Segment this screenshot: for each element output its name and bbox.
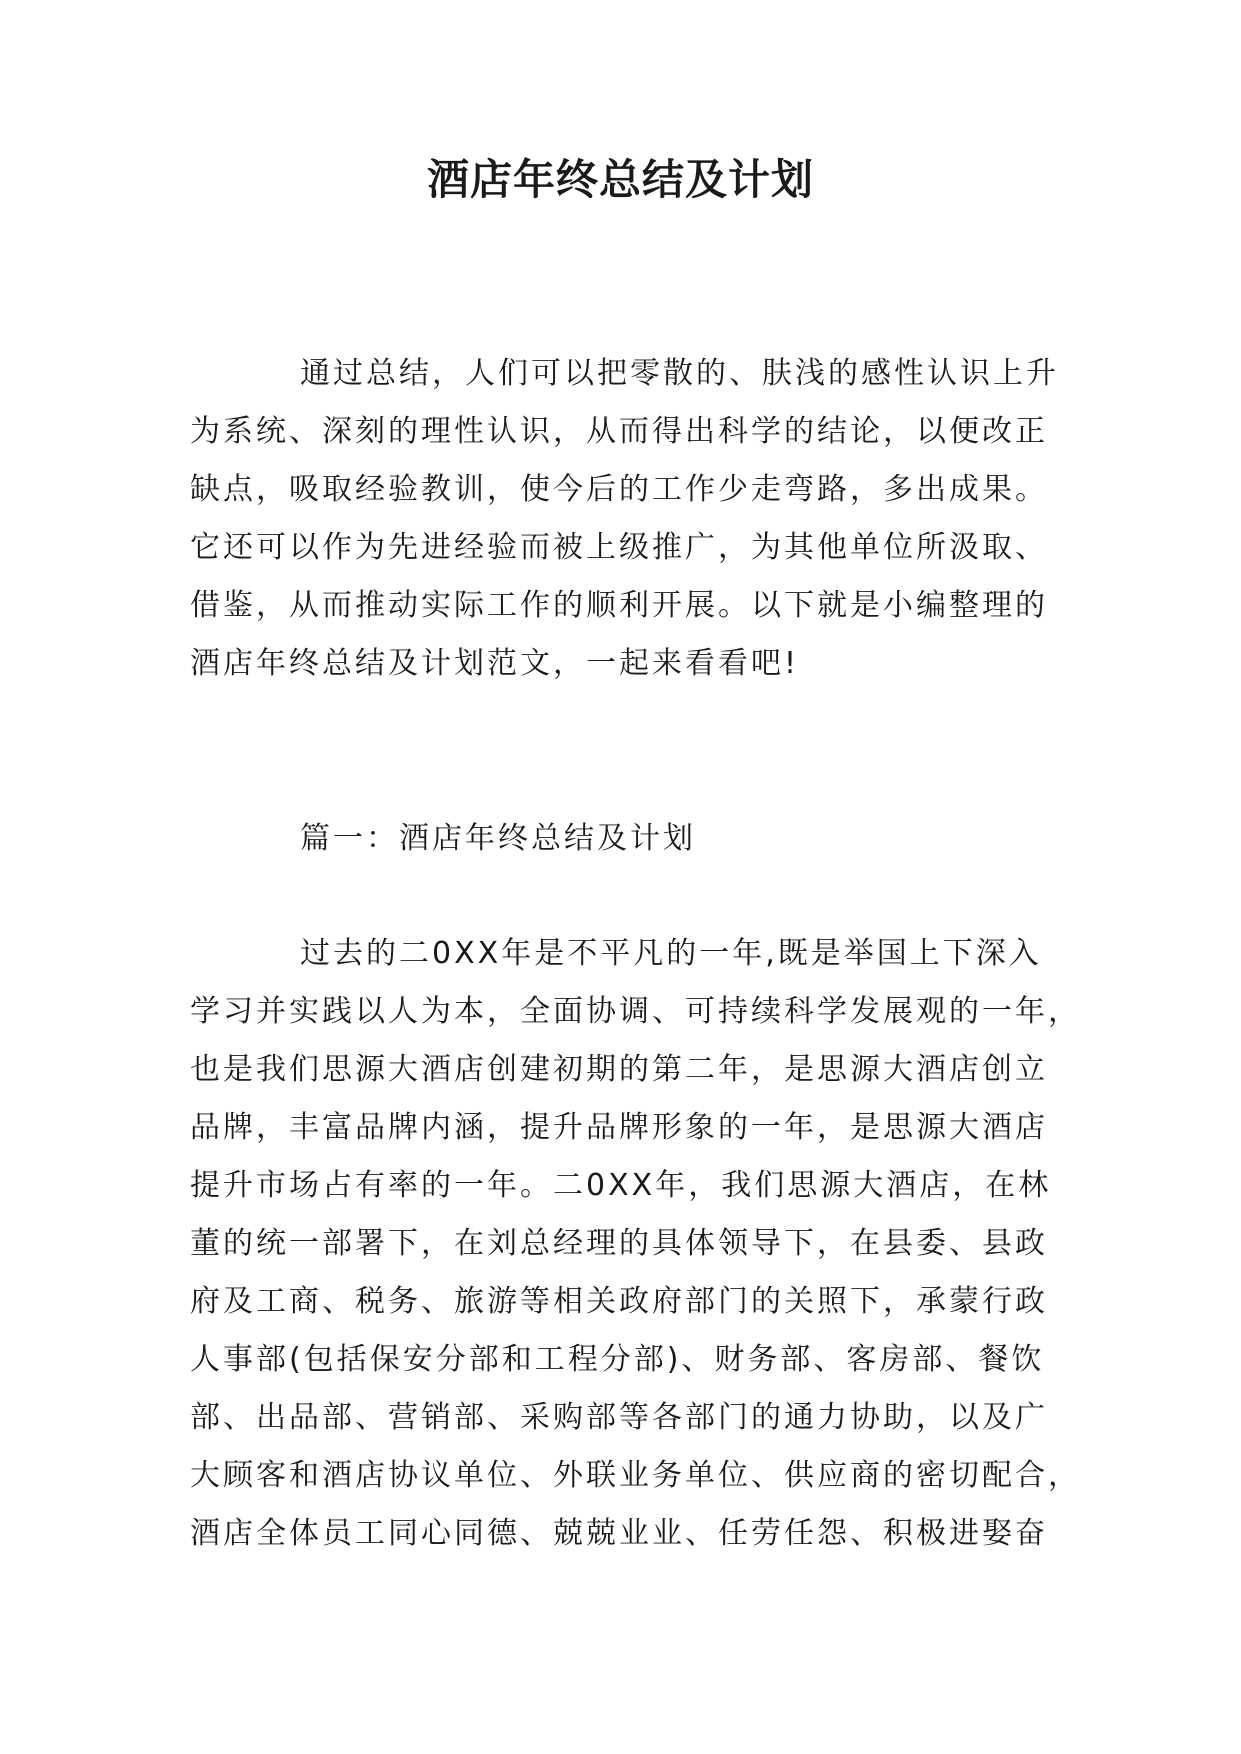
body-line: 大顾客和酒店协议单位、外联业务单位、供应商的密切配合， — [190, 1458, 1081, 1493]
body-line: 过去的二0XX年是不平凡的一年,既是举国上下深入 — [300, 936, 1042, 971]
body-line: 部、出品部、营销部、采购部等各部门的通力协助，以及广 — [190, 1400, 1048, 1435]
body-line: 酒店全体员工同心同德、兢兢业业、任劳任怨、积极进娶奋 — [190, 1516, 1048, 1551]
intro-line: 酒店年终总结及计划范文，一起来看看吧! — [190, 646, 800, 681]
intro-line: 借鉴，从而推动实际工作的顺利开展。以下就是小编整理的 — [190, 588, 1048, 623]
body-line: 品牌，丰富品牌内涵，提升品牌形象的一年，是思源大酒店 — [190, 1110, 1048, 1145]
intro-paragraph — [190, 345, 1070, 693]
section-heading — [190, 810, 1070, 868]
intro-line: 为系统、深刻的理性认识，从而得出科学的结论，以便改正 — [190, 414, 1048, 449]
section-heading-text: 篇一：酒店年终总结及计划 — [300, 821, 696, 856]
body-line: 董的统一部署下，在刘总经理的具体领导下，在县委、县政 — [190, 1226, 1048, 1261]
body-line: 学习并实践以人为本，全面协调、可持续科学发展观的一年， — [190, 994, 1081, 1029]
document-title: 酒店年终总结及计划 — [426, 155, 814, 204]
body-line: 府及工商、税务、旅游等相关政府部门的关照下，承蒙行政 — [190, 1284, 1048, 1319]
intro-line: 它还可以作为先进经验而被上级推广，为其他单位所汲取、 — [190, 530, 1048, 565]
intro-line: 缺点，吸取经验教训，使今后的工作少走弯路，多出成果。 — [190, 472, 1048, 507]
body-line: 人事部(包括保安分部和工程分部)、财务部、客房部、餐饮 — [190, 1342, 1045, 1377]
body-paragraph — [190, 925, 1081, 1563]
intro-line: 通过总结，人们可以把零散的、肤浅的感性认识上升 — [300, 356, 1059, 391]
body-line: 提升市场占有率的一年。二0XX年，我们思源大酒店，在林 — [190, 1168, 1052, 1203]
body-line: 也是我们思源大酒店创建初期的第二年，是思源大酒店创立 — [190, 1052, 1048, 1087]
